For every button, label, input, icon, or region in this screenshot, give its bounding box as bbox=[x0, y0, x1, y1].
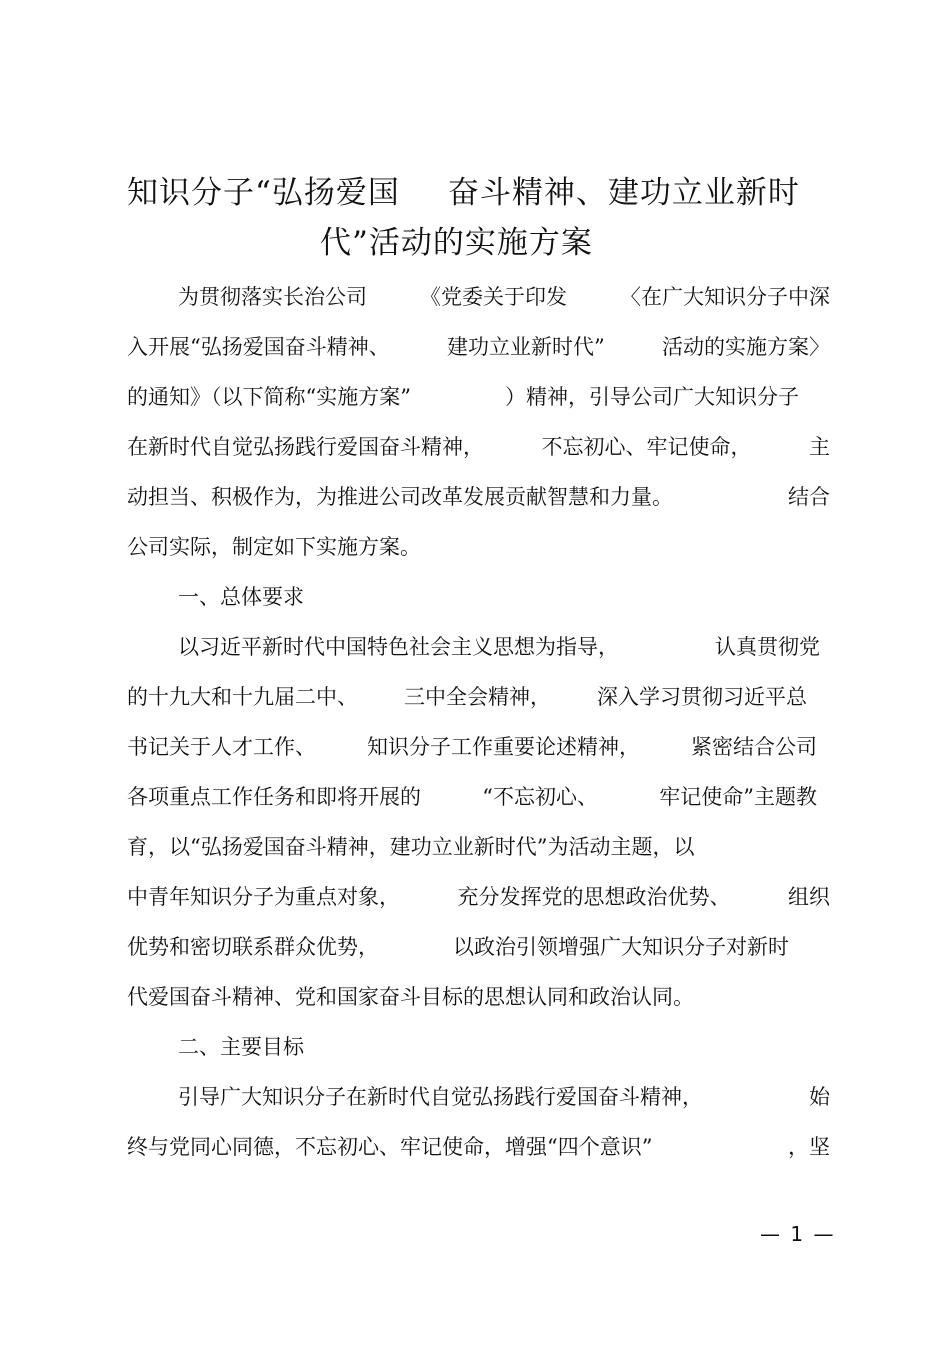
section1-line-3 bbox=[127, 737, 817, 758]
text-segment: “不忘初心、 bbox=[482, 785, 598, 809]
section1-line-4 bbox=[127, 787, 817, 808]
text-segment: 活动的实施方案〉 bbox=[662, 335, 830, 359]
text-segment: 的通知》（以下简称“实施方案” bbox=[127, 385, 411, 409]
section-heading-2: 二、主要目标 bbox=[178, 1035, 304, 1059]
title-part-b: 奋斗精神、建功立业新时 bbox=[447, 175, 800, 211]
text-segment: 知识分子工作重要论述精神， bbox=[367, 735, 640, 759]
text-segment: 牢记使命”主题教 bbox=[659, 785, 817, 809]
text-segment: 育，以“弘扬爱国奋斗精神，建功立业新时代”为活动主题，以 bbox=[127, 835, 695, 859]
text-segment: ）精神，引导公司广大知识分子 bbox=[505, 385, 799, 409]
text-segment: 的十九大和十九届二中、 bbox=[127, 685, 358, 709]
text-segment: 为贯彻落实长治公司 bbox=[178, 285, 367, 309]
text-segment: 紧密结合公司 bbox=[691, 735, 817, 759]
text-segment: 主 bbox=[809, 435, 830, 459]
text-segment: 优势和密切联系群众优势， bbox=[127, 935, 379, 959]
text-segment: 三中全会精神， bbox=[404, 685, 551, 709]
section2-line-2 bbox=[127, 1137, 830, 1158]
title-part-a: 知识分子“弘扬爱国 bbox=[127, 175, 400, 211]
section1-line-6 bbox=[127, 887, 830, 908]
section1-line-1 bbox=[178, 637, 820, 658]
page-number: — 1 — bbox=[760, 1222, 836, 1246]
text-segment: 结合 bbox=[788, 485, 830, 509]
text-segment: 引导广大知识分子在新时代自觉弘扬践行爱国奋斗精神， bbox=[178, 1085, 703, 1109]
section1-line-5 bbox=[127, 837, 830, 858]
text-segment: 认真贯彻党 bbox=[715, 635, 820, 659]
text-segment: 终与党同心同德，不忘初心、牢记使命，增强“四个意识” bbox=[127, 1135, 653, 1159]
intro-line-6 bbox=[127, 537, 830, 558]
intro-line-4 bbox=[127, 437, 830, 458]
text-segment: 动担当、积极作为，为推进公司改革发展贡献智慧和力量。 bbox=[127, 485, 673, 509]
document-title-line-2: 代”活动的实施方案 bbox=[320, 225, 593, 261]
intro-line-2 bbox=[127, 337, 830, 358]
text-segment: 不忘初心、牢记使命， bbox=[541, 435, 752, 459]
text-segment: 始 bbox=[809, 1085, 830, 1109]
text-segment: 深入学习贯彻习近平总 bbox=[597, 685, 807, 709]
text-segment: 充分发挥党的思想政治优势、 bbox=[457, 885, 731, 909]
text-segment: 中青年知识分子为重点对象， bbox=[127, 885, 400, 909]
section1-line-8 bbox=[127, 987, 830, 1008]
section1-line-7 bbox=[127, 937, 789, 958]
text-segment: 组织 bbox=[788, 885, 830, 909]
document-title-line-1 bbox=[127, 175, 800, 211]
text-segment: 〈在广大知识分子中深 bbox=[620, 285, 830, 309]
intro-line-1 bbox=[178, 287, 830, 308]
text-segment: 各项重点工作任务和即将开展的 bbox=[127, 785, 421, 809]
text-segment: 《党委关于印发 bbox=[420, 285, 567, 309]
text-segment: 书记关于人才工作、 bbox=[127, 735, 316, 759]
text-segment: 以政治引领增强广大知识分子对新时 bbox=[453, 935, 789, 959]
intro-line-5 bbox=[127, 487, 830, 508]
text-segment: ，坚 bbox=[788, 1135, 830, 1159]
section2-line-1 bbox=[178, 1087, 830, 1108]
text-segment: 入开展“弘扬爱国奋斗精神、 bbox=[127, 335, 390, 359]
text-segment: 以习近平新时代中国特色社会主义思想为指导， bbox=[178, 635, 619, 659]
text-segment: 在新时代自觉弘扬践行爱国奋斗精神， bbox=[127, 435, 484, 459]
section1-line-2 bbox=[127, 687, 807, 708]
intro-line-3 bbox=[127, 387, 799, 408]
text-segment: 建功立业新时代” bbox=[447, 335, 605, 359]
text-segment: 代爱国奋斗精神、党和国家奋斗目标的思想认同和政治认同。 bbox=[127, 985, 694, 1009]
text-segment: 公司实际，制定如下实施方案。 bbox=[127, 535, 421, 559]
section-heading-1: 一、总体要求 bbox=[178, 585, 304, 609]
